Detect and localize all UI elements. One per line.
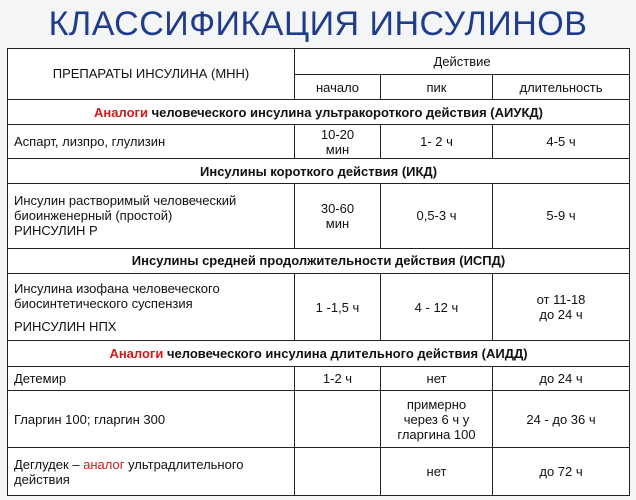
peak-line: примерно — [406, 396, 467, 412]
drug-line: Инсулина изофана человеческого — [14, 280, 220, 296]
section-title-intermediate: Инсулины средней продолжительности действия (ИСПД) — [8, 248, 630, 273]
drug-brand: РИНСУЛИН Р — [14, 223, 98, 239]
section-row — [8, 99, 630, 124]
duration-cell: до 24 ч — [493, 366, 630, 390]
header-action: Действие — [295, 49, 630, 75]
drug-highlight: аналог — [83, 456, 125, 472]
onset-cell — [295, 184, 381, 248]
section-title-short: Инсулины короткого действия (ИКД) — [8, 158, 630, 183]
peak-line: гларгина 100 — [397, 426, 476, 442]
section-highlight: Аналоги — [94, 104, 148, 120]
section-title-text: человеческого инсулина длительного действия (АИДД) — [163, 345, 528, 361]
section-row — [8, 248, 630, 273]
section-row — [8, 158, 630, 183]
drug-line: биосинтетического суспензия — [14, 295, 193, 311]
drug-text: Деглудек – — [14, 456, 84, 472]
section-highlight: Аналоги — [109, 345, 164, 361]
duration-line: от 11-18 — [536, 292, 586, 308]
page-title: КЛАССИФИКАЦИЯ ИНСУЛИНОВ — [48, 5, 588, 43]
table-row — [8, 448, 630, 496]
header-onset: начало — [295, 75, 381, 99]
drug-cell — [8, 448, 295, 496]
drug-cell: Гларгин 100; гларгин 300 — [8, 391, 295, 448]
table-row — [8, 125, 630, 159]
table-row — [8, 366, 630, 390]
onset-unit: мин — [325, 215, 350, 231]
table-row — [8, 391, 630, 448]
section-title-ultrashort — [8, 99, 630, 124]
peak-line: через 6 ч у — [403, 411, 470, 427]
duration-cell: 24 - до 36 ч — [493, 391, 630, 448]
peak-cell: 4 - 12 ч — [381, 273, 493, 340]
onset-unit: мин — [325, 141, 350, 157]
onset-cell — [295, 448, 381, 496]
drug-cell — [8, 184, 295, 248]
table-row — [8, 184, 630, 248]
drug-line: Инсулин растворимый человеческий — [14, 193, 237, 209]
peak-cell: нет — [381, 448, 493, 496]
header-duration: длительность — [493, 75, 630, 99]
onset-value: 10-20 — [320, 126, 355, 142]
onset-cell — [295, 391, 381, 448]
duration-cell: до 72 ч — [493, 448, 630, 496]
drug-cell — [8, 273, 295, 340]
header-peak: пик — [381, 75, 493, 99]
drug-line: биоинженерный (простой) — [14, 208, 173, 224]
peak-cell: нет — [381, 366, 493, 390]
drug-cell: Аспарт, лизпро, глулизин — [8, 125, 295, 159]
onset-value: 30-60 — [320, 200, 355, 216]
duration-line: до 24 ч — [539, 307, 583, 323]
duration-cell: 5-9 ч — [493, 184, 630, 248]
drug-brand: РИНСУЛИН НПХ — [14, 318, 117, 334]
onset-cell: 1-2 ч — [295, 366, 381, 390]
duration-cell — [493, 273, 630, 340]
section-title-text: человеческого инсулина ультракороткого действия (АИУКД) — [147, 104, 543, 120]
section-row — [8, 341, 630, 366]
onset-cell: 1 -1,5 ч — [295, 273, 381, 340]
header-row — [8, 49, 630, 75]
drug-text: ультрадлительного — [124, 456, 244, 472]
drug-cell: Детемир — [8, 366, 295, 390]
peak-cell: 1- 2 ч — [381, 125, 493, 159]
insulin-classification-table — [7, 48, 630, 496]
peak-cell — [381, 391, 493, 448]
header-drug-col: ПРЕПАРАТЫ ИНСУЛИНА (МНН) — [8, 49, 295, 100]
peak-cell: 0,5-3 ч — [381, 184, 493, 248]
duration-cell: 4-5 ч — [493, 125, 630, 159]
onset-cell — [295, 125, 381, 159]
table-row — [8, 273, 630, 340]
drug-line: действия — [14, 471, 70, 487]
section-title-long — [8, 341, 630, 366]
